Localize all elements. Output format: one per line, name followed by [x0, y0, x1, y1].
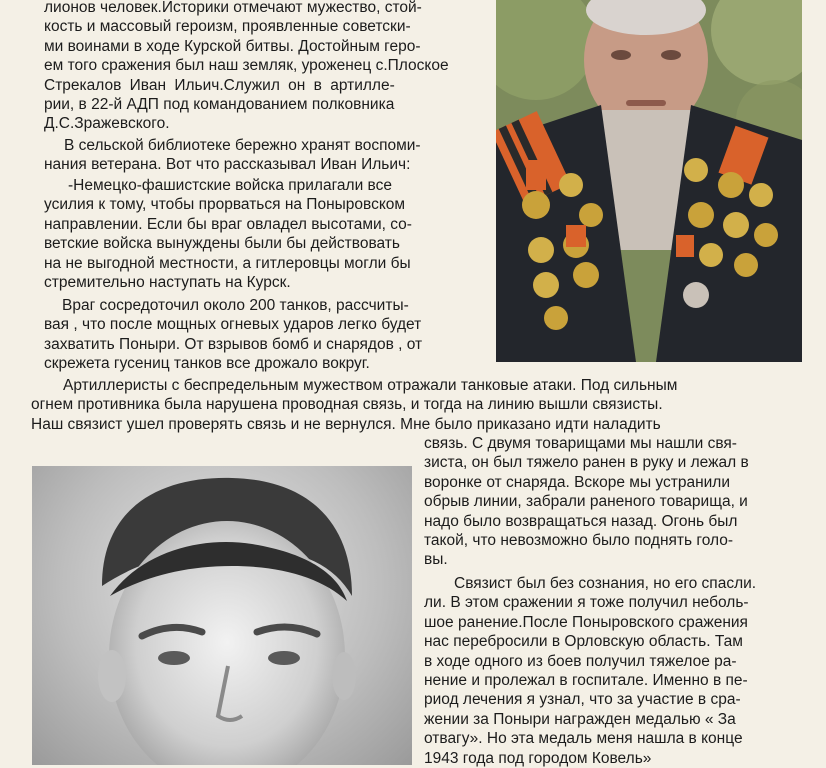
text-line: связь. С двумя товарищами мы нашли свя- — [424, 435, 737, 452]
text-line: В сельской библиотеке бережно хранят воспоми- — [64, 137, 421, 154]
paragraph-rescue — [424, 574, 814, 768]
text-line: нение и пролежал в госпитале. Именно в пе- — [424, 671, 748, 689]
text-line: стремительно наступать на Курск. — [44, 273, 291, 291]
text-line: шое ранение.После Поныровского сражения — [424, 613, 748, 631]
text-line: -Немецко-фашистские войска прилагали все — [68, 177, 392, 194]
text-line: скрежета гусениц танков все дрожало вокруг. — [44, 355, 370, 373]
text-line: рии, в 22-й АДП под командованием полковника — [44, 95, 395, 113]
text-line: отвагу». Но эта медаль меня нашла в конце — [424, 730, 743, 748]
text-line: ли. В этом сражении я тоже получил неболь- — [424, 594, 749, 612]
paragraph-signalman — [424, 434, 814, 570]
text-line: вая , что после мощных огневых ударов легко будет — [44, 316, 422, 334]
text-line: в ходе одного из боев получил тяжелое ра- — [424, 652, 737, 670]
text-line: на не выгодной местности, а гитлеровцы могли бы — [44, 254, 411, 272]
text-line: захватить Поныри. От взрывов бомб и снарядов , от — [44, 335, 423, 353]
young-soldier-photo — [32, 466, 412, 765]
text-line: ем того сражения был наш земляк, уроженец с.Плоское — [44, 57, 449, 75]
text-line: воронке от снаряда. Вскоре мы устранили — [424, 473, 730, 491]
text-line: риод лечения я узнал, что за участие в сра- — [424, 691, 741, 709]
text-line: огнем противника была нарушена проводная связь, и тогда на линию вышли связисты. — [31, 396, 663, 414]
paragraph-quote — [44, 176, 484, 292]
text-line: 1943 года под городом Ковель» — [424, 749, 652, 767]
text-line: Наш связист ушел проверять связь и не вернулся. Мне было приказано идти наладить — [31, 415, 661, 433]
text-line: Враг сосредоточил около 200 танков, рассчиты- — [62, 297, 409, 314]
paragraph-intro — [44, 0, 484, 134]
text-line: Стрекалов Иван Ильич.Служил он в артилле- — [44, 76, 395, 94]
text-line: нас перебросили в Орловскую область. Там — [424, 633, 743, 651]
text-line: кость и массовый героизм, проявленные советски- — [44, 18, 411, 36]
paragraph-tanks — [44, 296, 484, 374]
text-line: зиста, он был тяжело ранен в руку и лежал в — [424, 454, 749, 472]
text-line: вы. — [424, 551, 448, 569]
text-line: направлении. Если бы враг овладел высотами, со- — [44, 215, 412, 233]
young-soldier-portrait-illustration — [32, 466, 412, 765]
text-line: Артиллеристы с беспредельным мужеством отражали танковые атаки. Под сильным — [63, 377, 678, 394]
text-line: обрыв линии, забрали раненого товарища, и — [424, 493, 748, 511]
paragraph-library — [44, 136, 484, 175]
text-line: Связист был без сознания, но его спасли. — [454, 575, 757, 592]
text-line: такой, что невозможно было поднять голо- — [424, 531, 733, 549]
text-line: нания ветерана. Вот что рассказывал Иван Ильич: — [44, 156, 411, 174]
text-line: надо было возвращаться назад. Огонь был — [424, 512, 738, 530]
text-line: жении за Поныри награжден медалью « За — [424, 710, 736, 728]
paragraph-artillery — [31, 376, 811, 434]
text-line: ми воинами в ходе Курской битвы. Достойным геро- — [44, 37, 421, 55]
text-line: Д.С.Зражевского. — [44, 115, 170, 133]
text-line: лионов человек.Историки отмечают мужество, стой- — [44, 0, 422, 16]
veteran-photo — [496, 0, 802, 362]
text-line: усилия к тому, чтобы прорваться на Поныровском — [44, 196, 406, 214]
text-line: ветские войска вынуждены были бы действовать — [44, 235, 400, 253]
veteran-portrait-illustration — [496, 0, 802, 362]
